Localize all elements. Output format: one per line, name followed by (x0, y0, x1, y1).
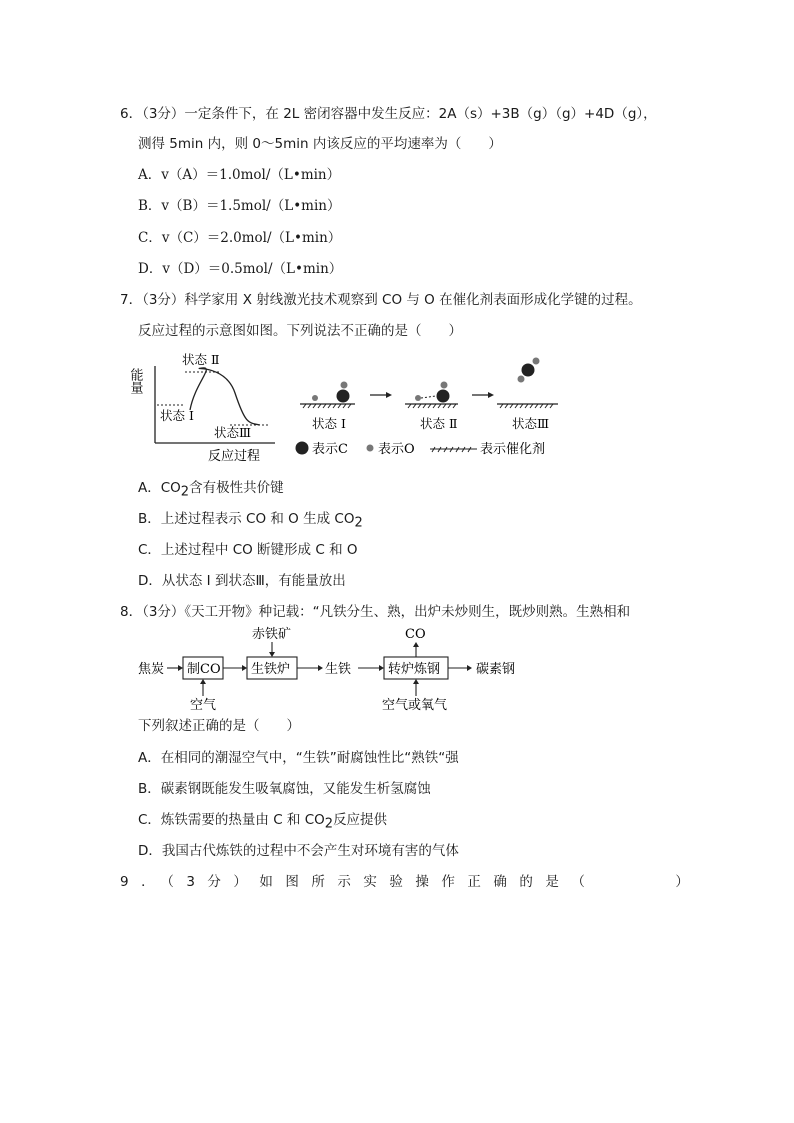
svg-text:生铁炉: 生铁炉 (251, 662, 291, 677)
flow-shengtie: 生铁 (325, 662, 352, 677)
flow-tansugang: 碳素钢 (476, 662, 516, 677)
arrow-icon (318, 665, 323, 671)
arrow-icon (242, 665, 247, 671)
legend-o-marker (367, 445, 374, 452)
flow-co: CO (405, 627, 426, 642)
q7-stem-line1: 7．（3分）科学家用 X 射线激光技术观察到 CO 与 O 在催化剂表面形成化学键的过程。 (120, 292, 642, 308)
q7-option-d: D．从状态 I 到状态Ⅲ，有能量放出 (138, 573, 346, 589)
state2-label: 状态 Ⅱ (182, 352, 220, 367)
o-atom (312, 395, 318, 401)
arrow-icon (467, 665, 472, 671)
q7-option-b: B．上述过程表示 CO 和 O 生成 $CO_2$ (138, 511, 363, 531)
q6-option-d: D．v（D）＝0.5mol/（L•min） (138, 261, 343, 277)
o-atom (341, 382, 348, 389)
o-atom (518, 376, 525, 383)
q7-option-a: A．$CO_2$含有极性共价键 (138, 480, 284, 500)
state1-caption: 状态 I (312, 416, 346, 431)
o-atom (441, 382, 448, 389)
flow-kongqi: 空气 (190, 698, 217, 713)
legend-c: 表示C (312, 442, 348, 457)
q6-option-b: B．v（B）＝1.5mol/（L•min） (138, 198, 341, 214)
q8-option-a: A．在相同的潮湿空气中，“生铁”耐腐蚀性比“熟铁“强 (138, 750, 459, 766)
q8-flowchart (130, 622, 550, 712)
state3-caption: 状态Ⅲ (512, 416, 550, 431)
c-atom (337, 390, 350, 403)
c-atom (522, 364, 535, 377)
q9-stem: 9．（3分）如图所示实验操作正确的是（ ） (120, 874, 702, 890)
svg-text:转炉炼钢: 转炉炼钢 (388, 662, 441, 677)
q6-stem-line1: 6．（3分）一定条件下，在 2L 密闭容器中发生反应：2A（s）+3B（g）（g）+4D（g）， (120, 106, 657, 122)
arrow-icon (413, 642, 419, 647)
q6-stem-line2: 测得 5min 内，则 0～5min 内该反应的平均速率为（ ） (138, 136, 502, 152)
legend-c-marker (296, 442, 309, 455)
flow-chitiekuang: 赤铁矿 (252, 627, 292, 642)
arrow-icon (269, 652, 275, 657)
o-atom (415, 395, 421, 401)
q8-stem-line1: 8．（3分）《天工开物》种记载：“凡铁分生、熟，出炉未炒则生，既炒则熟。生熟相和 (120, 604, 631, 620)
flow-jiaotan: 焦炭 (138, 662, 165, 677)
state3-label: 状态Ⅲ (214, 425, 252, 440)
q7-option-c: C．上述过程中 CO 断键形成 C 和 O (138, 542, 358, 558)
arrow-icon (200, 679, 206, 684)
legend-catalyst: 表示催化剂 (480, 442, 546, 457)
c-atom (437, 390, 450, 403)
energy-curve (190, 368, 260, 425)
q6-option-a: A．v（A）＝1.0mol/（L•min） (138, 167, 341, 183)
q8-stem-line2: 下列叙述正确的是（ ） (138, 718, 300, 734)
q8-option-d: D．我国古代炼铁的过程中不会产生对环境有害的气体 (138, 843, 459, 859)
state1-label: 状态 I (160, 408, 194, 423)
state2-caption: 状态 Ⅱ (420, 416, 458, 431)
q6-option-c: C．v（C）＝2.0mol/（L•min） (138, 230, 342, 246)
q7-stem-line2: 反应过程的示意图如图。下列说法不正确的是（ ） (138, 323, 462, 339)
flow-kongqi-yangqi: 空气或氧气 (382, 698, 448, 713)
arrow-icon (379, 665, 384, 671)
o-atom (533, 358, 540, 365)
q8-option-b: B．碳素钢既能发生吸氧腐蚀，又能发生析氢腐蚀 (138, 781, 431, 797)
legend-o: 表示O (378, 442, 415, 457)
arrow-icon (488, 392, 494, 398)
y-axis-label: 能量 (127, 368, 143, 394)
svg-text:制CO: 制CO (187, 662, 221, 677)
arrow-icon (178, 665, 183, 671)
arrow-icon (386, 392, 392, 398)
x-axis-label: 反应过程 (208, 449, 261, 464)
arrow-icon (413, 679, 419, 684)
q7-figure (127, 348, 570, 468)
q8-option-c: C．炼铁需要的热量由 C 和 $CO_2$反应提供 (138, 812, 388, 832)
